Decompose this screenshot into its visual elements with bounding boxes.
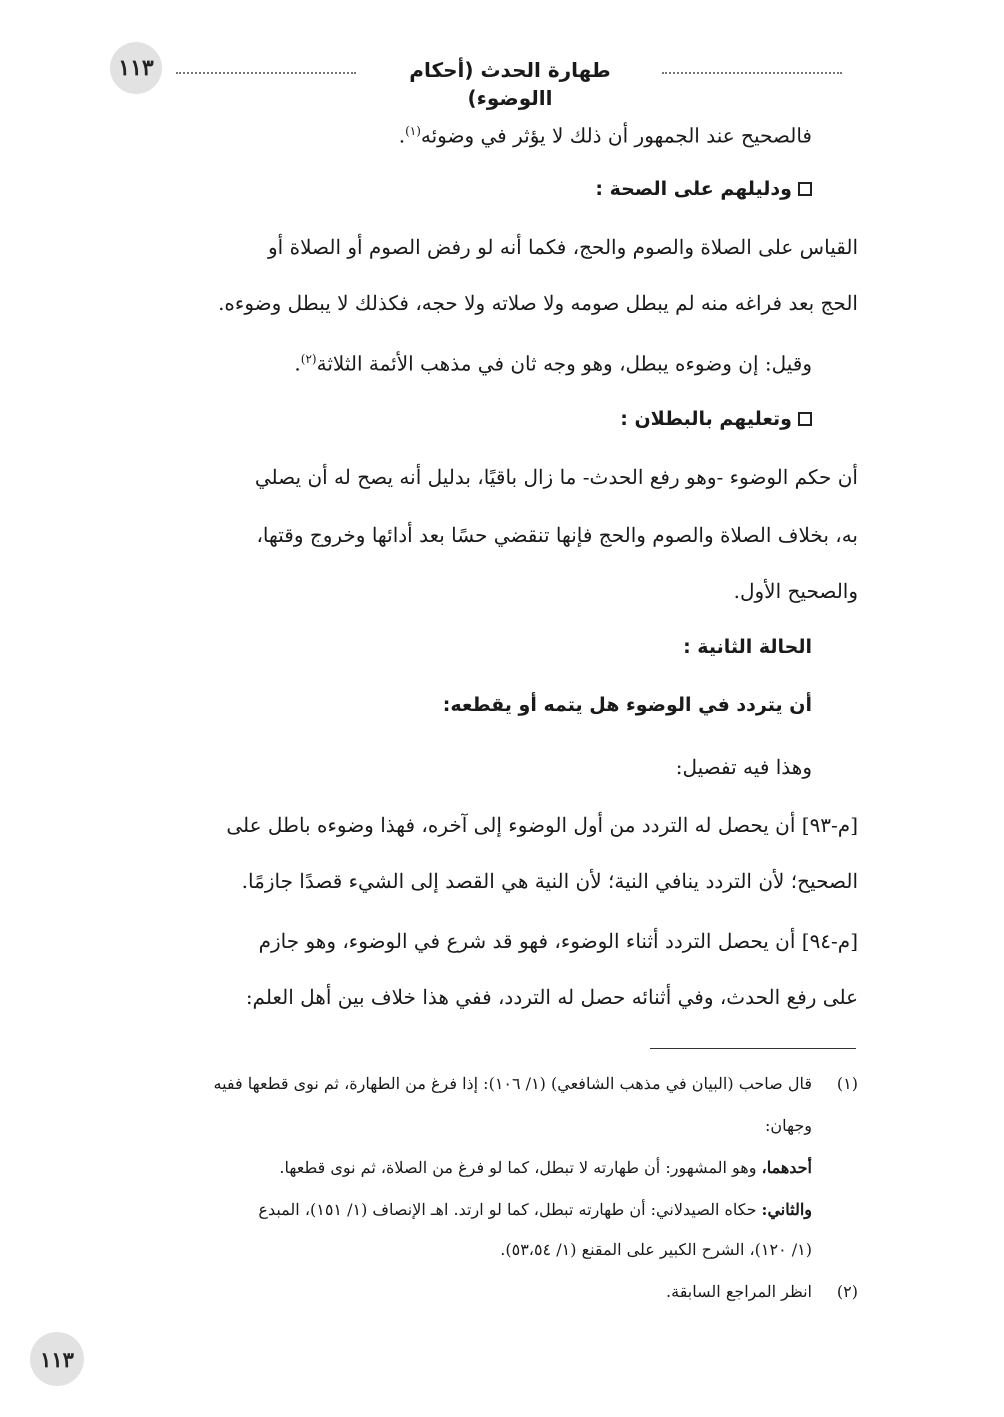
paragraph-line: [م-٩٤] أن يحصل التردد أثناء الوضوء، فهو قد شرع في الوضوء، وهو جازم — [258, 929, 858, 953]
checkbox-square-icon — [798, 182, 812, 196]
subsection-heading: الحالة الثانية : — [683, 636, 812, 658]
footnote-number: (١) — [836, 1074, 858, 1093]
header-dotted-rule-right — [662, 72, 842, 74]
paragraph-line: به، بخلاف الصلاة والصوم والحج فإنها تنقضي حسًا بعد أدائها وخروج وقتها، — [256, 523, 858, 547]
paragraph-line: الحج بعد فراغه منه لم يبطل صومه ولا صلاته ولا حجه، فكذلك لا يبطل وضوءه. — [218, 291, 858, 315]
section-heading: ودليلهم على الصحة : — [595, 174, 812, 204]
header-page-number: ١١٣ — [110, 42, 162, 94]
subsection-heading: أن يتردد في الوضوء هل يتمه أو يقطعه: — [442, 694, 812, 716]
footnote-line: (١/ ١٢٠)، الشرح الكبير على المقنع (١/ ٥٣،٥٤). — [500, 1240, 812, 1259]
paragraph-line: فالصحيح عند الجمهور أن ذلك لا يؤثر في وضوئه$^{(١)}$. — [398, 123, 812, 148]
footnote-line: قال صاحب (البيان في مذهب الشافعي) (١/ ١٠٦): إذا فرغ من الطهارة، ثم نوى قطعها ففيه — [213, 1074, 812, 1093]
section-heading: وتعليهم بالبطلان : — [620, 404, 812, 434]
paragraph-line: القياس على الصلاة والصوم والحج، فكما أنه لو رفض الصوم أو الصلاة أو — [268, 235, 858, 259]
footnote-line: والثاني: حكاه الصيدلاني: أن طهارته تبطل، كما لو ارتد. اهـ الإنصاف (١/ ١٥١)، المبدع — [258, 1200, 812, 1219]
paragraph-line: الصحيح؛ لأن التردد ينافي النية؛ لأن النية هي القصد إلى الشيء قصدًا جازمًا. — [241, 869, 858, 893]
footnote-ref: (٢) — [300, 352, 317, 366]
paragraph-line: وقيل: إن وضوءه يبطل، وهو وجه ثان في مذهب الأئمة الثلاثة$^{(٢)}$. — [294, 351, 812, 376]
footnote-line: انظر المراجع السابقة. — [666, 1282, 812, 1301]
running-title: طهارة الحدث (أحكام االوضوء) — [409, 58, 611, 110]
header-dotted-rule-left — [176, 72, 356, 74]
footnote-number: (٢) — [836, 1282, 858, 1301]
footnote-ref: (١) — [405, 124, 421, 138]
paragraph-line: والصحيح الأول. — [733, 579, 858, 603]
footnote-line: وجهان: — [764, 1116, 812, 1135]
checkbox-square-icon — [798, 412, 812, 426]
footer-page-number: ١١٣ — [30, 1332, 84, 1386]
paragraph-line: [م-٩٣] أن يحصل له التردد من أول الوضوء إلى آخره، فهذا وضوءه باطل على — [226, 813, 858, 837]
paragraph-line: وهذا فيه تفصيل: — [675, 755, 812, 779]
paragraph-line: على رفع الحدث، وفي أثنائه حصل له التردد، ففي هذا خلاف بين أهل العلم: — [245, 985, 858, 1009]
footnote-separator — [650, 1048, 856, 1049]
footnote-line: أحدهما، وهو المشهور: أن طهارته لا تبطل، كما لو فرغ من الصلاة، ثم نوى قطعها. — [279, 1158, 812, 1177]
paragraph-line: أن حكم الوضوء -وهو رفع الحدث- ما زال باقيًا، بدليل أنه يصح له أن يصلي — [254, 465, 858, 489]
